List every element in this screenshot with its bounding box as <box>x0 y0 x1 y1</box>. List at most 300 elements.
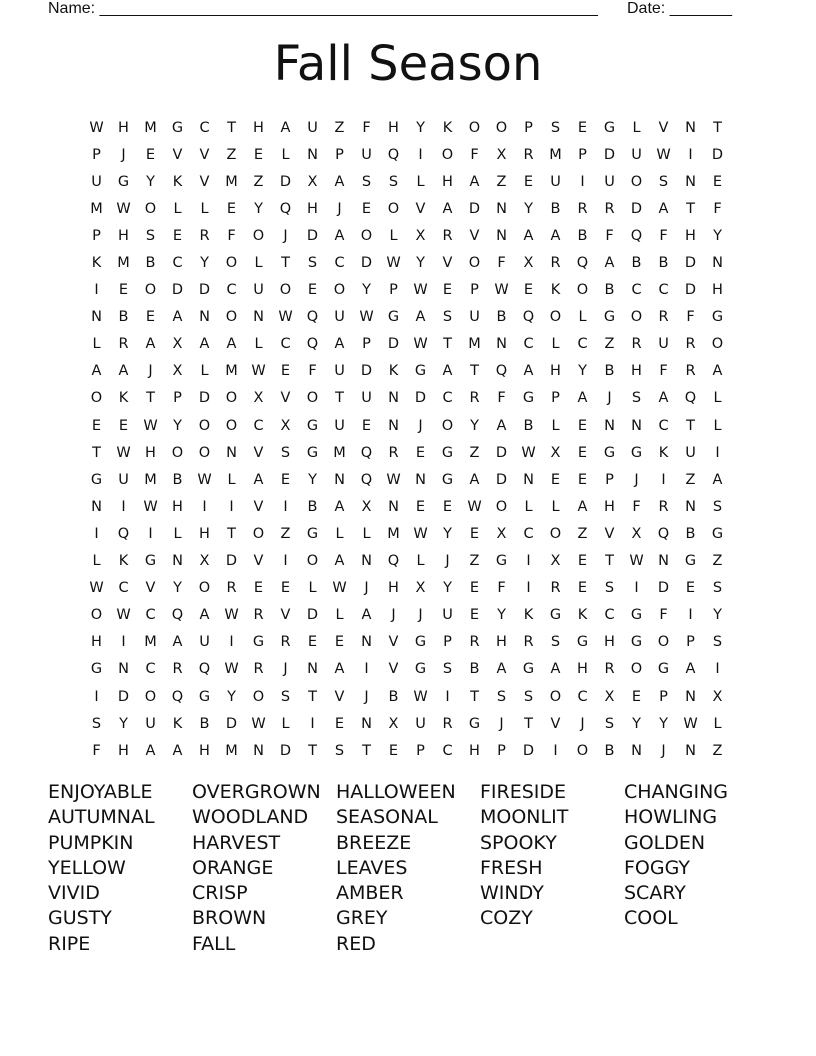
grid-letter: G <box>90 471 103 488</box>
grid-letter: A <box>442 363 453 380</box>
grid-letter: A <box>577 390 588 407</box>
grid-letter: V <box>469 227 480 244</box>
grid-letter: E <box>523 173 534 190</box>
grid-letter: J <box>418 607 423 624</box>
grid-letter: O <box>711 336 724 353</box>
grid-letter: W <box>683 715 698 732</box>
grid-letter: W <box>116 444 131 461</box>
grid-letter: U <box>118 471 129 488</box>
grid-letter: B <box>469 661 480 678</box>
grid-letter: O <box>549 525 562 542</box>
grid-letter: P <box>335 146 344 163</box>
grid-letter: G <box>252 634 265 651</box>
grid-letter: H <box>199 525 210 542</box>
grid-letter: E <box>469 580 480 597</box>
word-list-item: RIPE <box>48 932 91 955</box>
grid-letter: W <box>494 282 509 299</box>
grid-letter: V <box>334 688 345 705</box>
word-list-item: GOLDEN <box>624 831 706 854</box>
date-field: Date: _______ <box>627 0 732 17</box>
grid-letter: X <box>199 553 210 570</box>
grid-letter: T <box>335 390 344 407</box>
grid-letter: U <box>199 634 210 651</box>
grid-letter: S <box>361 173 372 190</box>
grid-letter: I <box>526 580 531 597</box>
grid-letter: O <box>144 688 157 705</box>
grid-letter: C <box>172 255 183 272</box>
worksheet-header <box>48 0 748 20</box>
grid-letter: K <box>658 444 669 461</box>
grid-letter: Z <box>253 173 264 190</box>
word-list-item: CRISP <box>192 882 248 905</box>
grid-letter: U <box>469 309 480 326</box>
grid-letter: H <box>307 200 318 217</box>
grid-letter: W <box>413 525 428 542</box>
grid-letter: X <box>550 444 561 461</box>
grid-letter: U <box>604 173 615 190</box>
grid-letter: G <box>144 553 157 570</box>
grid-letter: L <box>713 390 722 407</box>
grid-letter: Z <box>604 336 615 353</box>
grid-letter: A <box>334 336 345 353</box>
grid-letter: P <box>524 119 533 136</box>
word-list-item: HOWLING <box>624 806 718 829</box>
grid-letter: I <box>121 498 126 515</box>
grid-letter: U <box>442 607 453 624</box>
grid-letter: G <box>711 525 724 542</box>
grid-letter: V <box>280 607 291 624</box>
grid-letter: P <box>659 688 668 705</box>
grid-letter: D <box>117 688 130 705</box>
word-list-item: COOL <box>624 907 678 930</box>
grid-letter: I <box>283 498 288 515</box>
grid-letter: X <box>523 255 534 272</box>
grid-letter: O <box>441 417 454 434</box>
word-list-item: AUTUMNAL <box>48 806 155 829</box>
grid-letter: C <box>199 119 210 136</box>
grid-letter: U <box>307 119 318 136</box>
grid-letter: E <box>442 498 453 515</box>
grid-letter: O <box>144 282 157 299</box>
grid-letter: F <box>470 146 479 163</box>
grid-letter: F <box>497 255 506 272</box>
grid-letter: G <box>657 661 670 678</box>
word-list-item: FIRESIDE <box>480 781 567 803</box>
grid-letter: L <box>335 607 344 624</box>
grid-letter: R <box>523 146 534 163</box>
grid-letter: E <box>145 309 156 326</box>
grid-letter: A <box>253 471 264 488</box>
grid-letter: I <box>715 661 720 678</box>
grid-letter: L <box>551 498 560 515</box>
grid-letter: I <box>634 580 639 597</box>
word-list-item: BROWN <box>192 907 267 930</box>
grid-letter: L <box>227 471 236 488</box>
grid-letter: C <box>253 417 264 434</box>
grid-letter: B <box>307 498 318 515</box>
grid-letter: Y <box>443 525 452 542</box>
grid-letter: W <box>467 498 482 515</box>
grid-letter: E <box>118 282 129 299</box>
grid-letter: N <box>631 742 642 759</box>
grid-letter: O <box>630 661 643 678</box>
grid-letter: K <box>388 363 399 380</box>
grid-letter: Y <box>443 580 452 597</box>
grid-letter: Y <box>416 119 425 136</box>
word-list-item: VIVID <box>48 882 100 905</box>
grid-letter: G <box>306 525 319 542</box>
grid-letter: P <box>362 336 371 353</box>
grid-letter: W <box>521 444 536 461</box>
grid-letter: O <box>252 688 265 705</box>
grid-letter: A <box>496 661 507 678</box>
grid-letter: I <box>283 553 288 570</box>
grid-letter: D <box>225 715 238 732</box>
grid-letter: N <box>685 742 696 759</box>
grid-letter: J <box>445 553 450 570</box>
grid-letter: I <box>229 498 234 515</box>
grid-letter: U <box>685 444 696 461</box>
grid-letter: B <box>550 200 561 217</box>
grid-letter: G <box>306 444 319 461</box>
grid-letter: D <box>279 173 292 190</box>
grid-letter: J <box>121 146 126 163</box>
grid-letter: O <box>549 309 562 326</box>
grid-letter: C <box>226 282 237 299</box>
grid-letter: W <box>413 336 428 353</box>
grid-letter: D <box>684 255 697 272</box>
grid-letter: A <box>172 309 183 326</box>
grid-letter: R <box>253 607 264 624</box>
grid-letter: G <box>468 715 481 732</box>
grid-letter: W <box>224 661 239 678</box>
grid-letter: A <box>550 227 561 244</box>
grid-letter: Q <box>117 525 130 542</box>
word-list-item: COZY <box>480 907 533 930</box>
grid-letter: E <box>91 417 102 434</box>
grid-letter: C <box>604 607 615 624</box>
grid-letter: H <box>118 227 129 244</box>
grid-letter: E <box>523 282 534 299</box>
grid-letter: T <box>92 444 101 461</box>
grid-letter: E <box>280 363 291 380</box>
grid-letter: Z <box>469 444 480 461</box>
grid-letter: L <box>551 336 560 353</box>
grid-letter: W <box>359 309 374 326</box>
grid-letter: L <box>173 525 182 542</box>
grid-letter: I <box>553 742 558 759</box>
grid-letter: Y <box>173 580 182 597</box>
grid-letter: L <box>92 553 101 570</box>
grid-letter: L <box>335 525 344 542</box>
grid-letter: M <box>225 173 238 190</box>
grid-letter: N <box>118 661 129 678</box>
grid-letter: H <box>118 742 129 759</box>
grid-letter: S <box>145 227 156 244</box>
grid-letter: N <box>415 471 426 488</box>
grid-letter: O <box>225 390 238 407</box>
grid-letter: A <box>334 227 345 244</box>
grid-letter: G <box>441 471 454 488</box>
grid-letter: L <box>200 200 209 217</box>
grid-letter: U <box>91 173 102 190</box>
grid-letter: R <box>577 200 588 217</box>
grid-letter: U <box>334 417 345 434</box>
grid-letter: J <box>580 715 585 732</box>
grid-letter: L <box>524 498 533 515</box>
grid-letter: N <box>631 417 642 434</box>
grid-letter: K <box>442 119 453 136</box>
grid-letter: C <box>442 390 453 407</box>
grid-letter: O <box>225 309 238 326</box>
grid-letter: P <box>551 390 560 407</box>
grid-letter: Y <box>416 255 425 272</box>
grid-letter: A <box>118 363 129 380</box>
grid-letter: Q <box>171 688 184 705</box>
grid-letter: I <box>94 282 99 299</box>
grid-letter: L <box>416 553 425 570</box>
grid-letter: D <box>711 146 724 163</box>
grid-letter: S <box>712 498 723 515</box>
grid-letter: D <box>495 471 508 488</box>
grid-letter: F <box>686 309 695 326</box>
grid-letter: X <box>280 417 291 434</box>
grid-letter: F <box>605 227 614 244</box>
grid-letter: J <box>283 227 288 244</box>
grid-letter: N <box>388 498 399 515</box>
grid-letter: T <box>227 525 236 542</box>
grid-letter: E <box>469 525 480 542</box>
grid-letter: C <box>631 282 642 299</box>
grid-letter: I <box>526 553 531 570</box>
grid-letter: B <box>118 309 129 326</box>
grid-letter: I <box>715 444 720 461</box>
grid-letter: C <box>442 742 453 759</box>
grid-letter: M <box>225 363 238 380</box>
grid-letter: L <box>200 363 209 380</box>
grid-letter: A <box>334 173 345 190</box>
grid-letter: Q <box>495 363 508 380</box>
grid-letter: S <box>280 688 291 705</box>
grid-letter: W <box>413 282 428 299</box>
grid-letter: Q <box>522 309 535 326</box>
grid-letter: Z <box>496 173 507 190</box>
grid-letter: T <box>713 119 722 136</box>
grid-letter: F <box>632 498 641 515</box>
grid-letter: H <box>118 119 129 136</box>
grid-letter: E <box>388 742 399 759</box>
grid-letter: H <box>145 444 156 461</box>
grid-letter: N <box>388 417 399 434</box>
grid-letter: T <box>686 417 695 434</box>
grid-letter: G <box>603 444 616 461</box>
grid-letter: O <box>90 390 103 407</box>
grid-letter: E <box>631 688 642 705</box>
grid-letter: W <box>251 715 266 732</box>
grid-letter: Y <box>659 715 668 732</box>
grid-letter: T <box>524 715 533 732</box>
grid-letter: N <box>307 146 318 163</box>
grid-letter: Y <box>227 688 236 705</box>
grid-letter: N <box>604 417 615 434</box>
grid-letter: N <box>496 336 507 353</box>
grid-letter: S <box>631 390 642 407</box>
grid-letter: M <box>90 200 103 217</box>
grid-letter: Q <box>360 471 373 488</box>
grid-letter: M <box>144 634 157 651</box>
grid-letter: R <box>118 336 129 353</box>
grid-letter: X <box>712 688 723 705</box>
grid-letter: I <box>418 146 423 163</box>
word-list-item: ENJOYABLE <box>48 781 153 803</box>
grid-letter: N <box>712 255 723 272</box>
grid-letter: U <box>253 282 264 299</box>
grid-letter: V <box>199 146 210 163</box>
grid-letter: P <box>578 146 587 163</box>
grid-letter: J <box>364 688 369 705</box>
grid-letter: I <box>202 498 207 515</box>
grid-letter: G <box>414 634 427 651</box>
grid-letter: G <box>171 119 184 136</box>
grid-letter: G <box>630 607 643 624</box>
grid-letter: Z <box>469 553 480 570</box>
grid-letter: R <box>658 309 669 326</box>
grid-letter: D <box>198 282 211 299</box>
grid-letter: A <box>91 363 102 380</box>
grid-letter: Z <box>712 553 723 570</box>
grid-letter: O <box>225 417 238 434</box>
grid-letter: O <box>144 200 157 217</box>
word-list-item: SCARY <box>624 882 686 905</box>
grid-letter: Y <box>200 255 209 272</box>
grid-letter: A <box>334 553 345 570</box>
grid-letter: U <box>361 390 372 407</box>
grid-letter: L <box>632 119 641 136</box>
grid-letter: E <box>226 200 237 217</box>
grid-letter: L <box>308 580 317 597</box>
grid-letter: S <box>523 688 534 705</box>
grid-letter: V <box>388 661 399 678</box>
grid-letter: N <box>361 634 372 651</box>
grid-letter: W <box>116 200 131 217</box>
grid-letter: B <box>685 525 696 542</box>
grid-letter: W <box>656 146 671 163</box>
grid-letter: Q <box>279 200 292 217</box>
grid-letter: V <box>658 119 669 136</box>
grid-letter: O <box>630 309 643 326</box>
grid-letter: B <box>145 255 156 272</box>
grid-letter: N <box>199 309 210 326</box>
word-list-item: WOODLAND <box>192 806 309 829</box>
grid-letter: K <box>118 553 129 570</box>
grid-letter: I <box>661 471 666 488</box>
grid-letter: S <box>307 255 318 272</box>
grid-letter: V <box>253 553 264 570</box>
grid-letter: Y <box>362 282 371 299</box>
word-list-item: LEAVES <box>336 856 408 879</box>
grid-letter: P <box>686 634 695 651</box>
grid-letter: X <box>550 553 561 570</box>
grid-letter: E <box>253 146 264 163</box>
grid-letter: E <box>577 580 588 597</box>
grid-letter: G <box>117 173 130 190</box>
grid-letter: T <box>308 688 317 705</box>
grid-letter: X <box>172 363 183 380</box>
grid-letter: I <box>688 146 693 163</box>
grid-letter: Y <box>146 173 155 190</box>
grid-letter: D <box>360 363 373 380</box>
grid-letter: V <box>550 715 561 732</box>
grid-letter: S <box>712 634 723 651</box>
grid-letter: H <box>469 742 480 759</box>
grid-letter: Y <box>308 471 317 488</box>
word-list-item: SEASONAL <box>336 806 438 829</box>
grid-letter: R <box>442 227 453 244</box>
grid-letter: A <box>145 742 156 759</box>
grid-letter: E <box>442 282 453 299</box>
grid-letter: M <box>387 525 400 542</box>
grid-letter: N <box>658 553 669 570</box>
grid-letter: A <box>442 200 453 217</box>
word-list-item: FOGGY <box>624 856 690 879</box>
grid-letter: A <box>496 417 507 434</box>
grid-letter: W <box>251 363 266 380</box>
grid-letter: R <box>550 580 561 597</box>
grid-letter: E <box>307 634 318 651</box>
grid-letter: O <box>360 227 373 244</box>
grid-letter: D <box>387 336 400 353</box>
grid-letter: M <box>144 119 157 136</box>
grid-letter: D <box>198 390 211 407</box>
grid-letter: I <box>580 173 585 190</box>
grid-letter: B <box>604 742 615 759</box>
grid-letter: V <box>145 580 156 597</box>
grid-letter: M <box>333 444 346 461</box>
grid-letter: V <box>199 173 210 190</box>
grid-letter: O <box>468 255 481 272</box>
grid-letter: L <box>254 255 263 272</box>
grid-letter: S <box>712 580 723 597</box>
grid-letter: L <box>173 200 182 217</box>
grid-letter: D <box>468 200 481 217</box>
grid-letter: O <box>252 525 265 542</box>
grid-letter: F <box>497 580 506 597</box>
grid-letter: A <box>172 742 183 759</box>
grid-letter: T <box>686 200 695 217</box>
grid-letter: W <box>224 607 239 624</box>
grid-letter: Q <box>387 553 400 570</box>
grid-letter: B <box>199 715 210 732</box>
grid-letter: N <box>685 119 696 136</box>
word-list-item: WINDY <box>480 882 544 905</box>
grid-letter: B <box>604 363 615 380</box>
grid-letter: U <box>361 146 372 163</box>
grid-letter: J <box>337 200 342 217</box>
grid-letter: R <box>469 390 480 407</box>
grid-letter: G <box>441 444 454 461</box>
grid-letter: U <box>334 309 345 326</box>
grid-letter: F <box>713 200 722 217</box>
grid-letter: A <box>361 607 372 624</box>
grid-letter: T <box>227 119 236 136</box>
grid-letter: D <box>603 146 616 163</box>
grid-letter: N <box>253 742 264 759</box>
word-list-item: AMBER <box>336 882 404 905</box>
grid-letter: Y <box>497 607 506 624</box>
grid-letter: R <box>199 227 210 244</box>
grid-letter: B <box>523 417 534 434</box>
grid-letter: F <box>308 363 317 380</box>
